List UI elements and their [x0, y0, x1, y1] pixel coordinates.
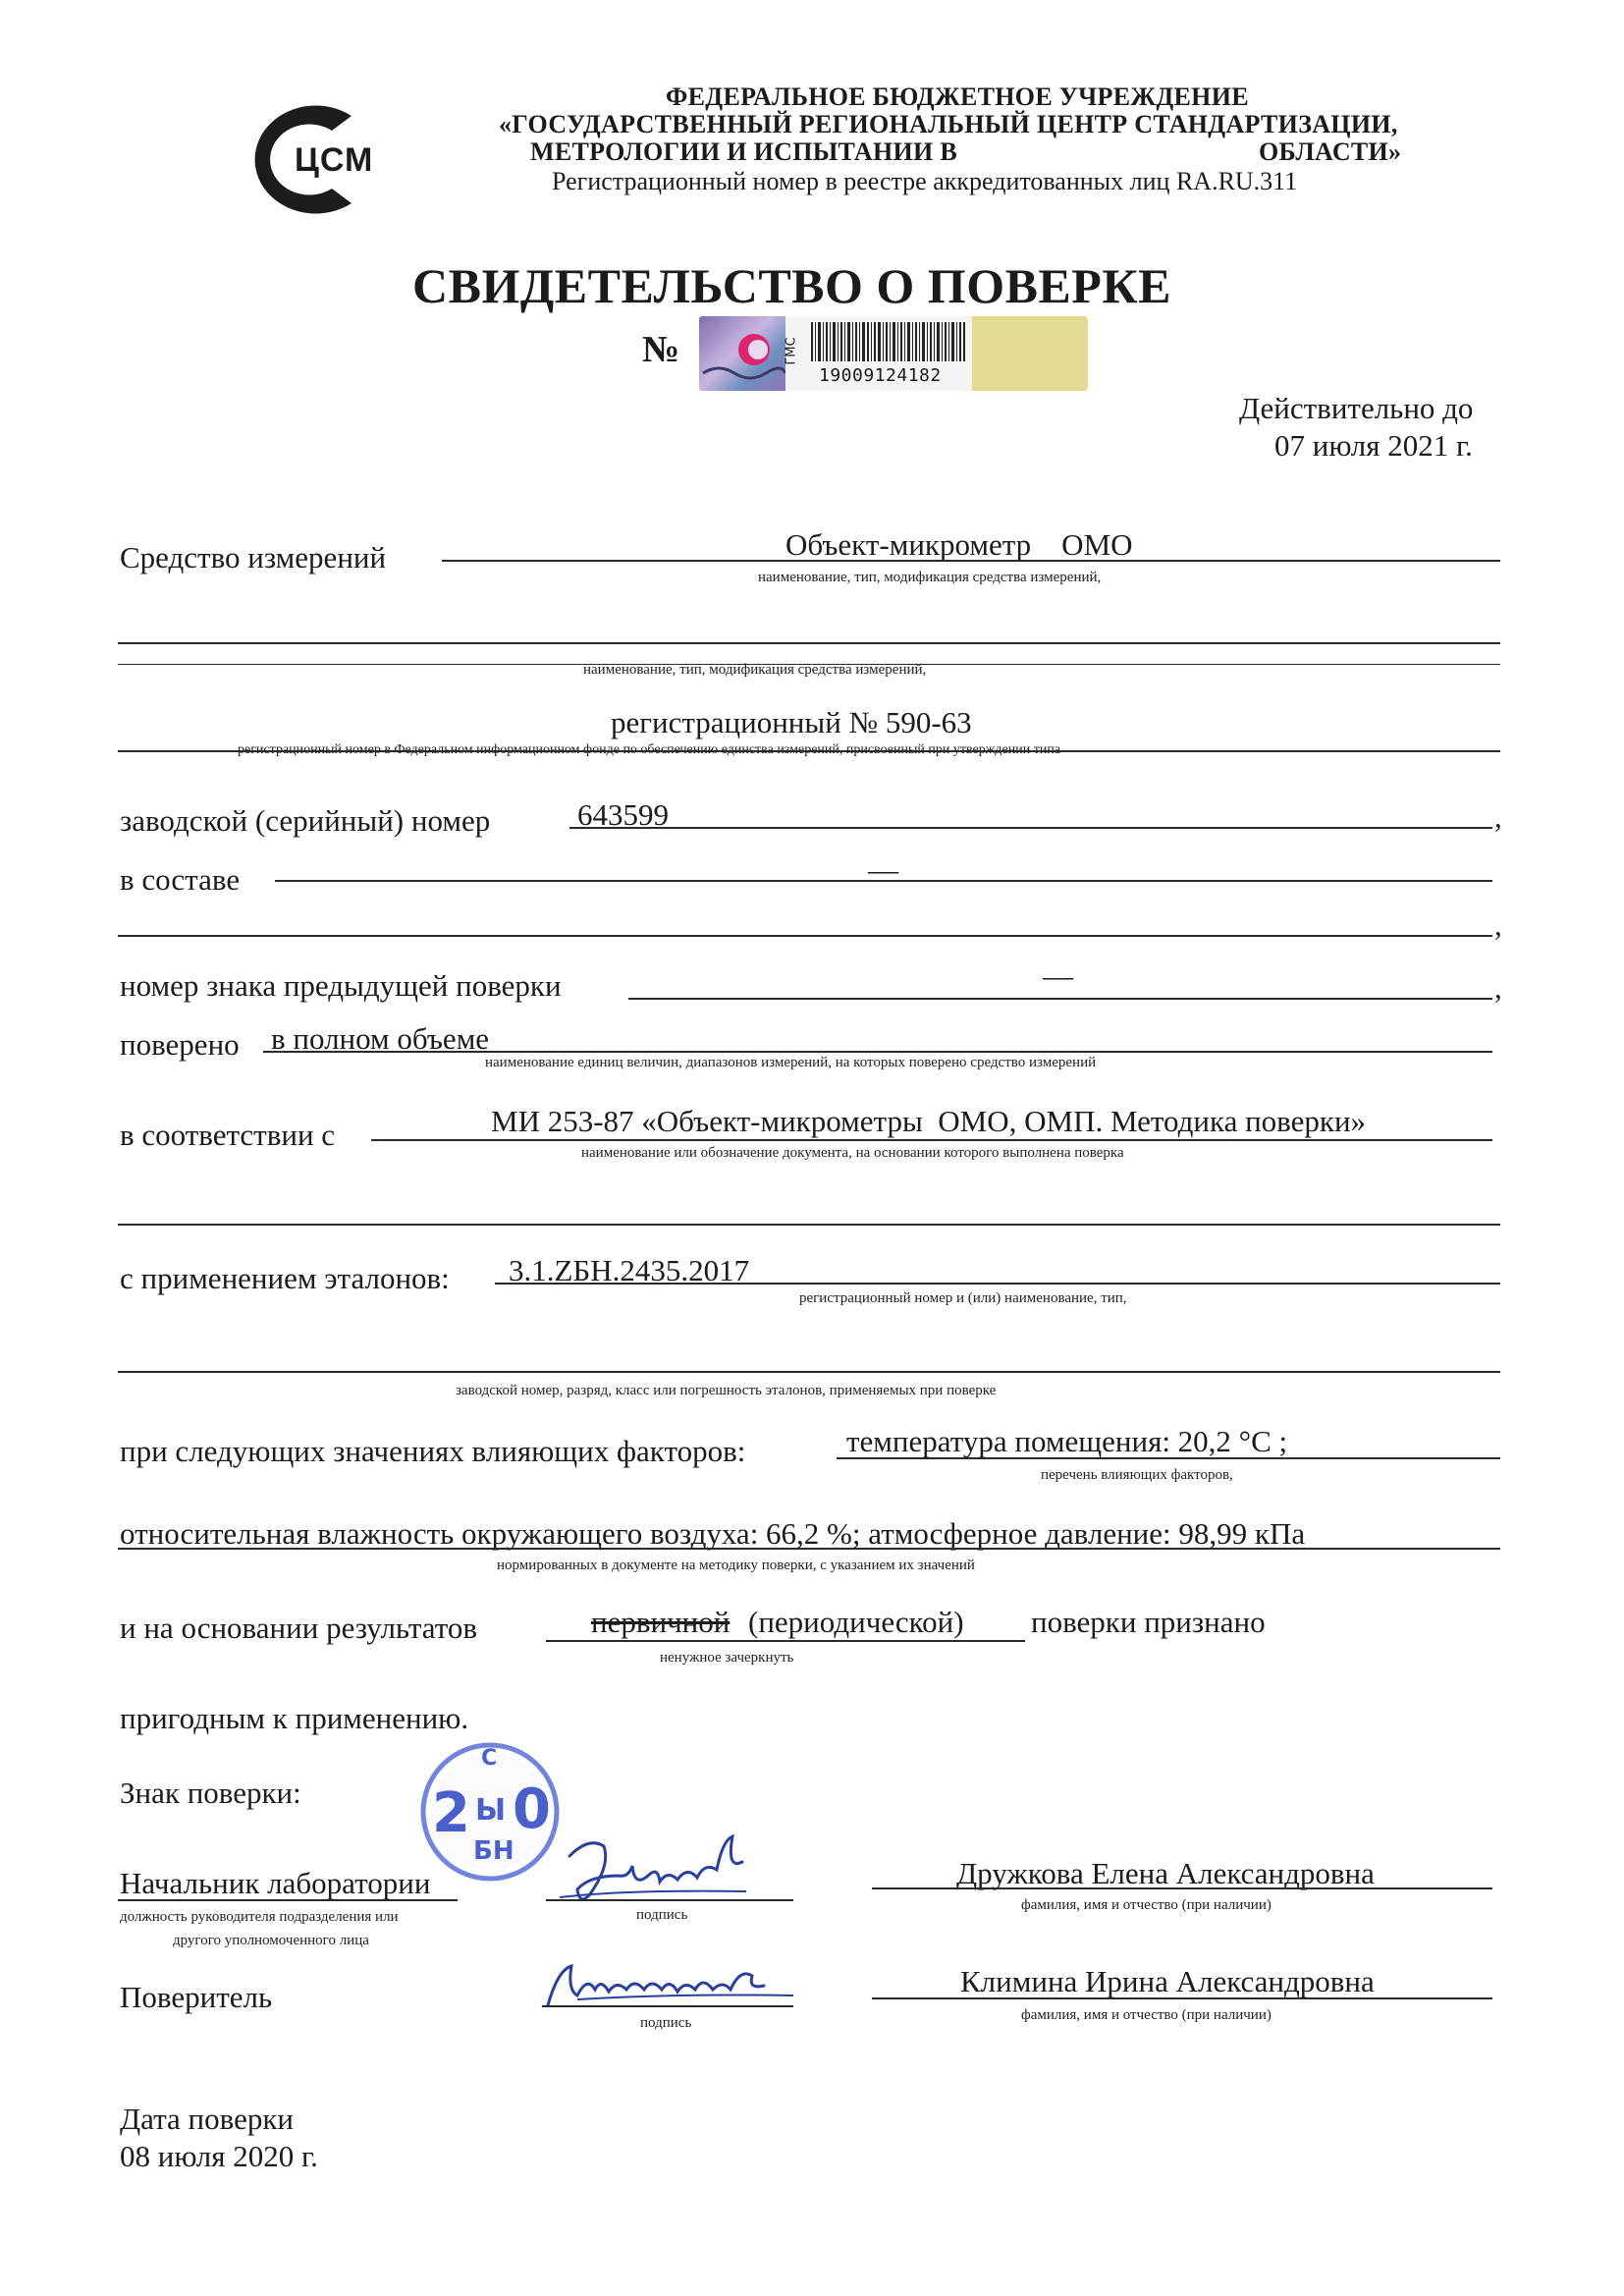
verifier-name: Климина Ирина Александровна	[960, 1964, 1375, 1998]
stamp-mid: Ы	[475, 1793, 507, 1828]
instrument-label: Средство измерений	[120, 540, 387, 574]
verifier-name-hint: фамилия, имя и отчество (при наличии)	[1021, 2007, 1272, 2023]
results-struck: первичной	[591, 1605, 731, 1639]
factors-value-2: относительная влажность окружающего воздуха: 66,2 %; атмосферное давление: 98,99 кПа	[120, 1516, 1306, 1551]
results-value: (периодической)	[748, 1605, 964, 1639]
according-line-2	[118, 1224, 1500, 1226]
verified-underline	[263, 1051, 1492, 1053]
standards-label: с применением эталонов:	[120, 1261, 450, 1295]
valid-until-label: Действительно до	[1239, 391, 1474, 425]
head-hint-2: другого уполномоченного лица	[173, 1933, 369, 1948]
fit-text: пригодным к применению.	[120, 1701, 469, 1735]
composition-value: —	[868, 852, 898, 887]
registration-hint: регистрационный номер в Федеральном информационном фонде по обеспечению единства измерений, присвоенный при утверждении типа	[238, 742, 1061, 757]
composition-comma: ,	[1494, 907, 1502, 942]
prev-mark-value: —	[1043, 958, 1073, 993]
head-signature	[550, 1827, 766, 1915]
serial-value: 643599	[577, 797, 669, 832]
logo-text: ЦСМ	[295, 141, 374, 179]
factors-hint-2: нормированных в документе на методику поверки, с указанием их значений	[497, 1558, 975, 1573]
instrument-hint-1: наименование, тип, модификация средства измерений,	[758, 570, 1102, 585]
org-line-2: «ГОСУДАРСТВЕННЫЙ РЕГИОНАЛЬНЫЙ ЦЕНТР СТАНДАРТИЗАЦИИ,	[499, 110, 1398, 138]
factors-underline-1	[837, 1457, 1500, 1459]
stamp-top: С	[481, 1746, 498, 1771]
standards-underline	[495, 1283, 1500, 1285]
standards-hint-2: заводской номер, разряд, класс или погрешность эталонов, применяемых при поверке	[456, 1383, 997, 1398]
according-hint: наименование или обозначение документа, на основании которого выполнена поверка	[581, 1145, 1124, 1161]
prev-mark-label: номер знака предыдущей поверки	[120, 968, 562, 1003]
factors-underline-2	[118, 1548, 1500, 1550]
number-prefix: №	[642, 329, 680, 370]
results-label: и на основании результатов	[120, 1611, 478, 1645]
head-name: Дружкова Елена Александровна	[956, 1856, 1375, 1890]
stamp-bottom: БН	[473, 1836, 514, 1866]
sticker-label: ГМС	[784, 337, 799, 365]
verifier-name-underline	[872, 1997, 1492, 1999]
results-tail: поверки признано	[1031, 1605, 1266, 1639]
hologram-icon	[699, 316, 785, 391]
serial-underline	[569, 827, 1492, 829]
instrument-underline	[442, 560, 1500, 562]
org-line-3a: МЕТРОЛОГИИ И ИСПЫТАНИИ В	[530, 137, 957, 166]
head-title-underline	[118, 1899, 458, 1901]
verifier-sign-underline	[542, 2005, 793, 2007]
head-name-underline	[872, 1887, 1492, 1889]
barcode-area	[785, 316, 972, 391]
verifier-title: Поверитель	[120, 1980, 273, 2014]
org-line-1: ФЕДЕРАЛЬНОЕ БЮДЖЕТНОЕ УЧРЕЖДЕНИЕ	[666, 82, 1249, 111]
head-name-hint: фамилия, имя и отчество (при наличии)	[1021, 1897, 1272, 1913]
composition-underline	[275, 880, 1492, 882]
verified-value: в полном объеме	[271, 1021, 490, 1056]
verified-label: поверено	[120, 1027, 240, 1062]
according-underline	[371, 1139, 1492, 1141]
document-title: СВИДЕТЕЛЬСТВО О ПОВЕРКЕ	[412, 258, 1171, 313]
barcode-icon	[811, 322, 966, 361]
factors-label: при следующих значениях влияющих факторов:	[120, 1434, 746, 1468]
verified-hint: наименование единиц величин, диапазонов измерений, на которых поверено средство измерений	[485, 1055, 1097, 1070]
verification-sticker	[699, 316, 1088, 391]
barcode-number: 19009124182	[819, 365, 942, 386]
head-sign-hint: подпись	[636, 1907, 688, 1923]
instrument-line-2	[118, 642, 1500, 644]
prev-mark-comma: ,	[1494, 970, 1502, 1005]
accreditation-line: Регистрационный номер в реестре аккредитованных лиц RA.RU.311	[552, 167, 1298, 195]
composition-line-2	[118, 935, 1492, 937]
valid-until-date: 07 июля 2021 г.	[1274, 428, 1473, 463]
according-label: в соответствии с	[120, 1118, 336, 1152]
standards-line-2	[118, 1371, 1500, 1373]
date-label: Дата поверки	[120, 2102, 294, 2136]
serial-label: заводской (серийный) номер	[120, 803, 491, 838]
stamp-right: 0	[513, 1777, 551, 1841]
standards-value: 3.1.ZБН.2435.2017	[509, 1253, 750, 1287]
date-value: 08 июля 2020 г.	[120, 2139, 318, 2173]
verifier-sign-hint: подпись	[640, 2015, 692, 2031]
composition-label: в составе	[120, 862, 241, 897]
results-underline	[546, 1640, 1025, 1642]
instrument-hint-2: наименование, тип, модификация средства измерений,	[583, 662, 927, 678]
registration-value: регистрационный № 590-63	[611, 705, 972, 739]
logo	[234, 98, 391, 221]
serial-comma: ,	[1494, 799, 1502, 834]
results-hint: ненужное зачеркнуть	[660, 1650, 794, 1666]
mark-label: Знак поверки:	[120, 1776, 301, 1810]
instrument-value: Объект-микрометр ОМО	[785, 527, 1133, 562]
stamp-left: 2	[432, 1781, 470, 1845]
prev-mark-underline	[628, 998, 1492, 1000]
according-value: МИ 253-87 «Объект-микрометры ОМО, ОМП. Методика поверки»	[491, 1104, 1367, 1138]
head-sign-underline	[546, 1899, 793, 1901]
factors-value-1: температура помещения: 20,2 °С ;	[846, 1424, 1288, 1458]
head-hint-1: должность руководителя подразделения или	[120, 1909, 399, 1925]
factors-hint-1: перечень влияющих факторов,	[1041, 1467, 1233, 1483]
head-title: Начальник лаборатории	[120, 1866, 431, 1900]
verification-stamp	[416, 1738, 564, 1886]
org-line-3b: ОБЛАСТИ»	[1259, 137, 1402, 166]
standards-hint-1: регистрационный номер и (или) наименование, тип,	[799, 1290, 1127, 1306]
